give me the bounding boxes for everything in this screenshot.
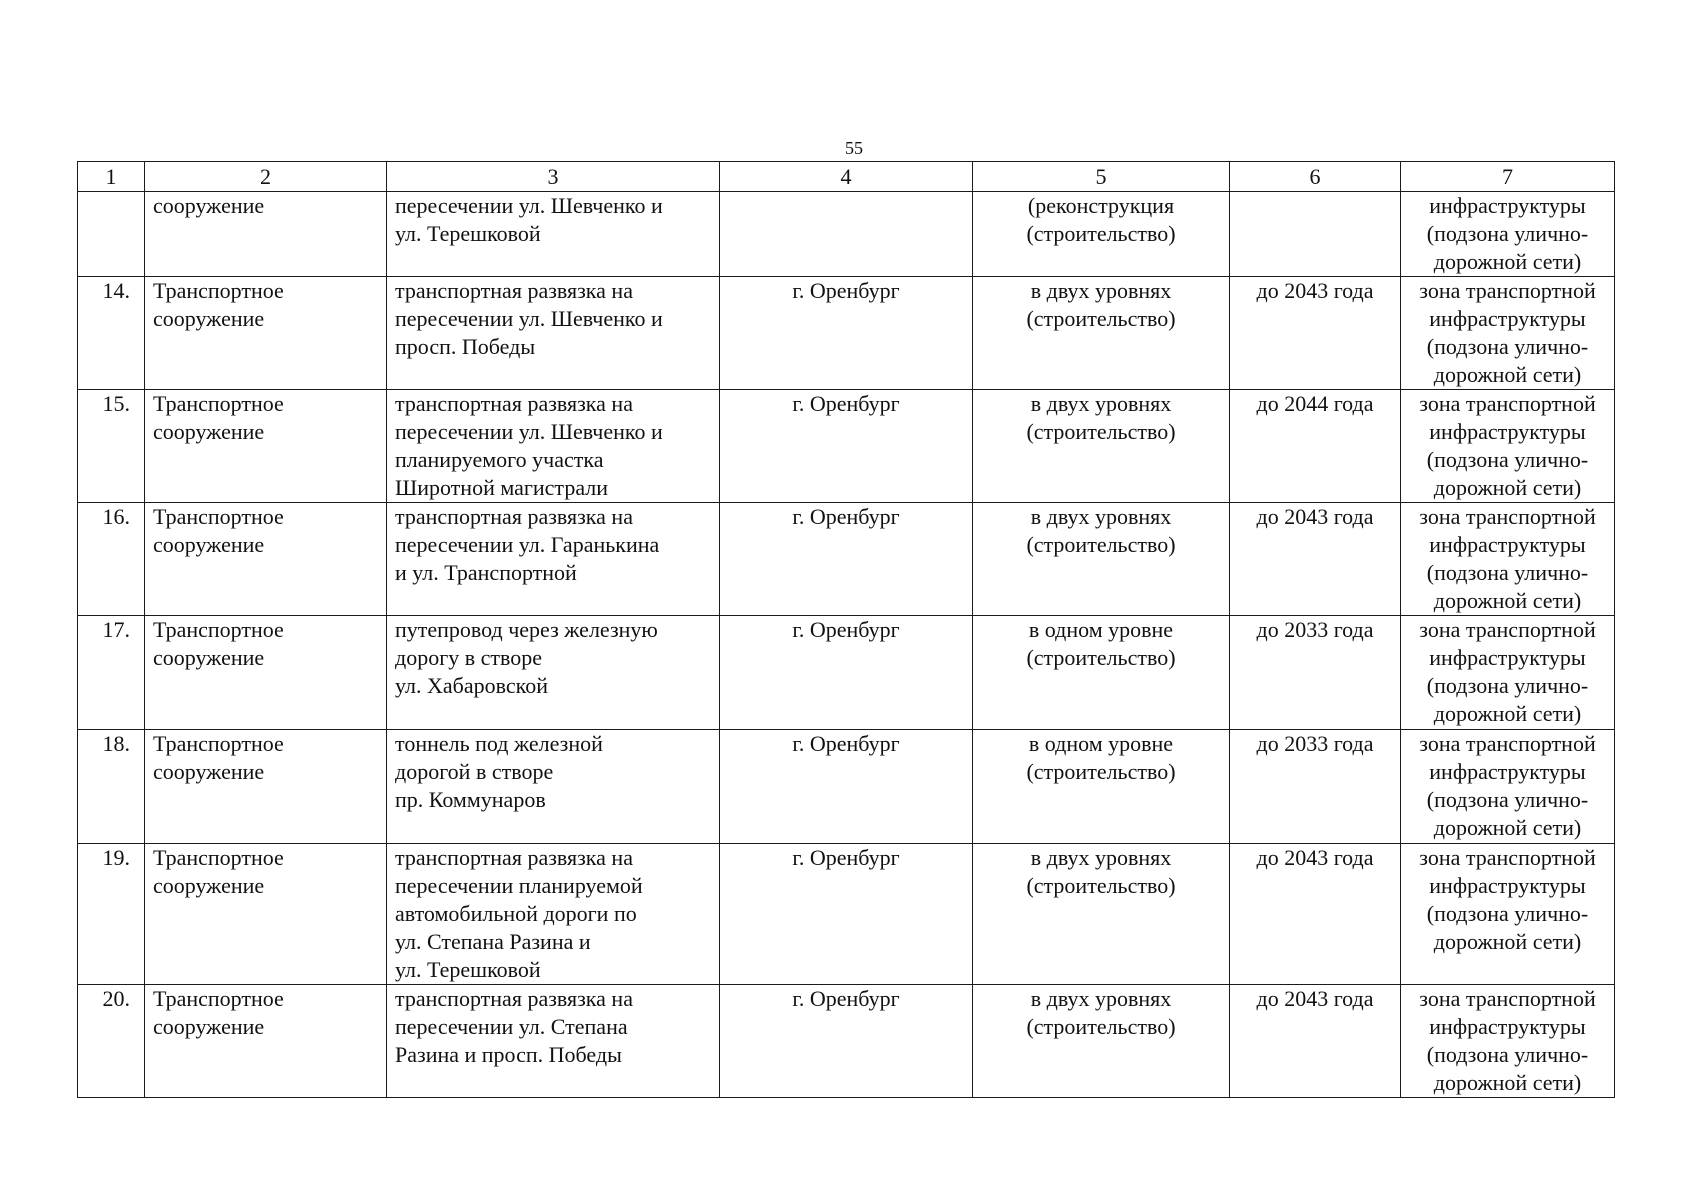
object-type: Транспортное сооружение — [153, 986, 284, 1039]
object-type: Транспортное сооружение — [153, 504, 284, 557]
functional-zone-cell — [1401, 985, 1615, 1098]
object-location-cell — [720, 844, 973, 985]
row-number-cell — [78, 192, 145, 277]
implementation-term-cell — [1230, 616, 1401, 730]
table-row — [78, 985, 1615, 1098]
object-characteristics: в двух уровнях (строительство) — [1026, 504, 1176, 557]
object-type-cell — [145, 616, 387, 730]
row-number-cell — [78, 616, 145, 730]
object-characteristics: в двух уровнях (строительство) — [1026, 278, 1176, 331]
object-characteristics-cell — [973, 503, 1230, 616]
object-type-cell — [145, 730, 387, 844]
object-type-cell — [145, 277, 387, 390]
object-name-cell — [387, 616, 720, 730]
object-type-cell — [145, 844, 387, 985]
object-name: транспортная развязка на пересечении планируемой автомобильной дороги по ул. Степана Разина и ул. Терешковой — [395, 845, 643, 982]
object-name-cell — [387, 390, 720, 503]
object-characteristics-cell — [973, 277, 1230, 390]
object-characteristics: в двух уровнях (строительство) — [1026, 986, 1176, 1039]
implementation-term-cell — [1230, 985, 1401, 1098]
row-number: 16. — [102, 504, 130, 529]
row-number: 20. — [102, 986, 130, 1011]
object-name: пересечении ул. Шевченко и ул. Терешковой — [395, 193, 663, 246]
column-header-2: 2 — [145, 162, 387, 192]
object-location-cell — [720, 730, 973, 844]
table-header-row — [78, 162, 1615, 192]
object-location: г. Оренбург — [792, 986, 900, 1011]
table-row — [78, 616, 1615, 730]
object-name: транспортная развязка на пересечении ул. Степана Разина и просп. Победы — [395, 986, 633, 1067]
object-characteristics-cell — [973, 390, 1230, 503]
object-name: транспортная развязка на пересечении ул. Гаранькина и ул. Транспортной — [395, 504, 660, 585]
functional-zone: инфраструктуры (подзона улично- дорожной сети) — [1426, 193, 1589, 274]
object-type: Транспортное сооружение — [153, 391, 284, 444]
column-header-1: 1 — [78, 162, 145, 192]
object-location-cell — [720, 390, 973, 503]
object-type-cell — [145, 390, 387, 503]
object-characteristics: в одном уровне (строительство) — [1026, 731, 1176, 784]
object-name-cell — [387, 192, 720, 277]
object-name-cell — [387, 985, 720, 1098]
object-location-cell — [720, 503, 973, 616]
object-type: Транспортное сооружение — [153, 617, 284, 670]
column-header-5: 5 — [973, 162, 1230, 192]
column-header-4: 4 — [720, 162, 973, 192]
table-row — [78, 277, 1615, 390]
functional-zone: зона транспортной инфраструктуры (подзона улично- дорожной сети) — [1419, 504, 1596, 613]
row-number-cell — [78, 503, 145, 616]
row-number: 15. — [102, 391, 130, 416]
row-number-cell — [78, 277, 145, 390]
object-characteristics-cell — [973, 616, 1230, 730]
row-number-cell — [78, 730, 145, 844]
object-location: г. Оренбург — [792, 504, 900, 529]
column-header-7: 7 — [1401, 162, 1615, 192]
object-type-cell — [145, 985, 387, 1098]
functional-zone: зона транспортной инфраструктуры (подзона улично- дорожной сети) — [1419, 731, 1596, 840]
object-type: Транспортное сооружение — [153, 845, 284, 898]
implementation-term: до 2043 года — [1256, 986, 1374, 1011]
implementation-term: до 2033 года — [1256, 617, 1374, 642]
implementation-term-cell — [1230, 390, 1401, 503]
implementation-term-cell — [1230, 277, 1401, 390]
functional-zone: зона транспортной инфраструктуры (подзона улично- дорожной сети) — [1419, 278, 1596, 387]
implementation-term-cell — [1230, 844, 1401, 985]
object-characteristics: в двух уровнях (строительство) — [1026, 391, 1176, 444]
row-number: 17. — [102, 617, 130, 642]
row-number: 19. — [102, 845, 130, 870]
column-header-6: 6 — [1230, 162, 1401, 192]
object-characteristics-cell — [973, 844, 1230, 985]
functional-zone-cell — [1401, 390, 1615, 503]
object-location: г. Оренбург — [792, 617, 900, 642]
row-number-cell — [78, 985, 145, 1098]
object-name: транспортная развязка на пересечении ул. Шевченко и просп. Победы — [395, 278, 663, 359]
object-characteristics: в двух уровнях (строительство) — [1026, 845, 1176, 898]
object-location: г. Оренбург — [792, 731, 900, 756]
row-number-cell — [78, 844, 145, 985]
implementation-term: до 2033 года — [1256, 731, 1374, 756]
table-row — [78, 844, 1615, 985]
object-location-cell — [720, 985, 973, 1098]
object-location: г. Оренбург — [792, 845, 900, 870]
object-location-cell — [720, 192, 973, 277]
row-number: 14. — [102, 278, 130, 303]
functional-zone-cell — [1401, 616, 1615, 730]
implementation-term: до 2043 года — [1256, 504, 1374, 529]
object-type: Транспортное сооружение — [153, 278, 284, 331]
functional-zone-cell — [1401, 503, 1615, 616]
functional-zone-cell — [1401, 844, 1615, 985]
object-name-cell — [387, 503, 720, 616]
objects-table — [77, 161, 1615, 1098]
functional-zone: зона транспортной инфраструктуры (подзона улично- дорожной сети) — [1419, 986, 1596, 1095]
implementation-term-cell — [1230, 503, 1401, 616]
functional-zone: зона транспортной инфраструктуры (подзона улично- дорожной сети) — [1419, 845, 1596, 954]
object-name: путепровод через железную дорогу в створе ул. Хабаровской — [395, 617, 658, 698]
implementation-term-cell — [1230, 730, 1401, 844]
object-characteristics-cell — [973, 730, 1230, 844]
object-characteristics: в одном уровне (строительство) — [1026, 617, 1176, 670]
functional-zone: зона транспортной инфраструктуры (подзона улично- дорожной сети) — [1419, 391, 1596, 500]
object-type: Транспортное сооружение — [153, 731, 284, 784]
object-location: г. Оренбург — [792, 391, 900, 416]
column-header-3: 3 — [387, 162, 720, 192]
object-name: тоннель под железной дорогой в створе пр. Коммунаров — [395, 731, 603, 812]
page-number: 55 — [845, 138, 863, 158]
table-row — [78, 503, 1615, 616]
object-location-cell — [720, 616, 973, 730]
object-characteristics-cell — [973, 192, 1230, 277]
table-row — [78, 192, 1615, 277]
functional-zone: зона транспортной инфраструктуры (подзона улично- дорожной сети) — [1419, 617, 1596, 726]
functional-zone-cell — [1401, 277, 1615, 390]
implementation-term: до 2044 года — [1256, 391, 1374, 416]
object-characteristics: (реконструкция (строительство) — [1026, 193, 1176, 246]
object-type-cell — [145, 192, 387, 277]
object-location: г. Оренбург — [792, 278, 900, 303]
object-name-cell — [387, 277, 720, 390]
object-name: транспортная развязка на пересечении ул. Шевченко и планируемого участка Широтной магистрали — [395, 391, 663, 500]
implementation-term-cell — [1230, 192, 1401, 277]
table-row — [78, 730, 1615, 844]
implementation-term: до 2043 года — [1256, 278, 1374, 303]
implementation-term: до 2043 года — [1256, 845, 1374, 870]
row-number: 18. — [102, 731, 130, 756]
row-number-cell — [78, 390, 145, 503]
functional-zone-cell — [1401, 730, 1615, 844]
object-characteristics-cell — [973, 985, 1230, 1098]
object-type-cell — [145, 503, 387, 616]
object-name-cell — [387, 844, 720, 985]
functional-zone-cell — [1401, 192, 1615, 277]
object-name-cell — [387, 730, 720, 844]
table-row — [78, 390, 1615, 503]
object-type: сооружение — [153, 193, 265, 218]
object-location-cell — [720, 277, 973, 390]
